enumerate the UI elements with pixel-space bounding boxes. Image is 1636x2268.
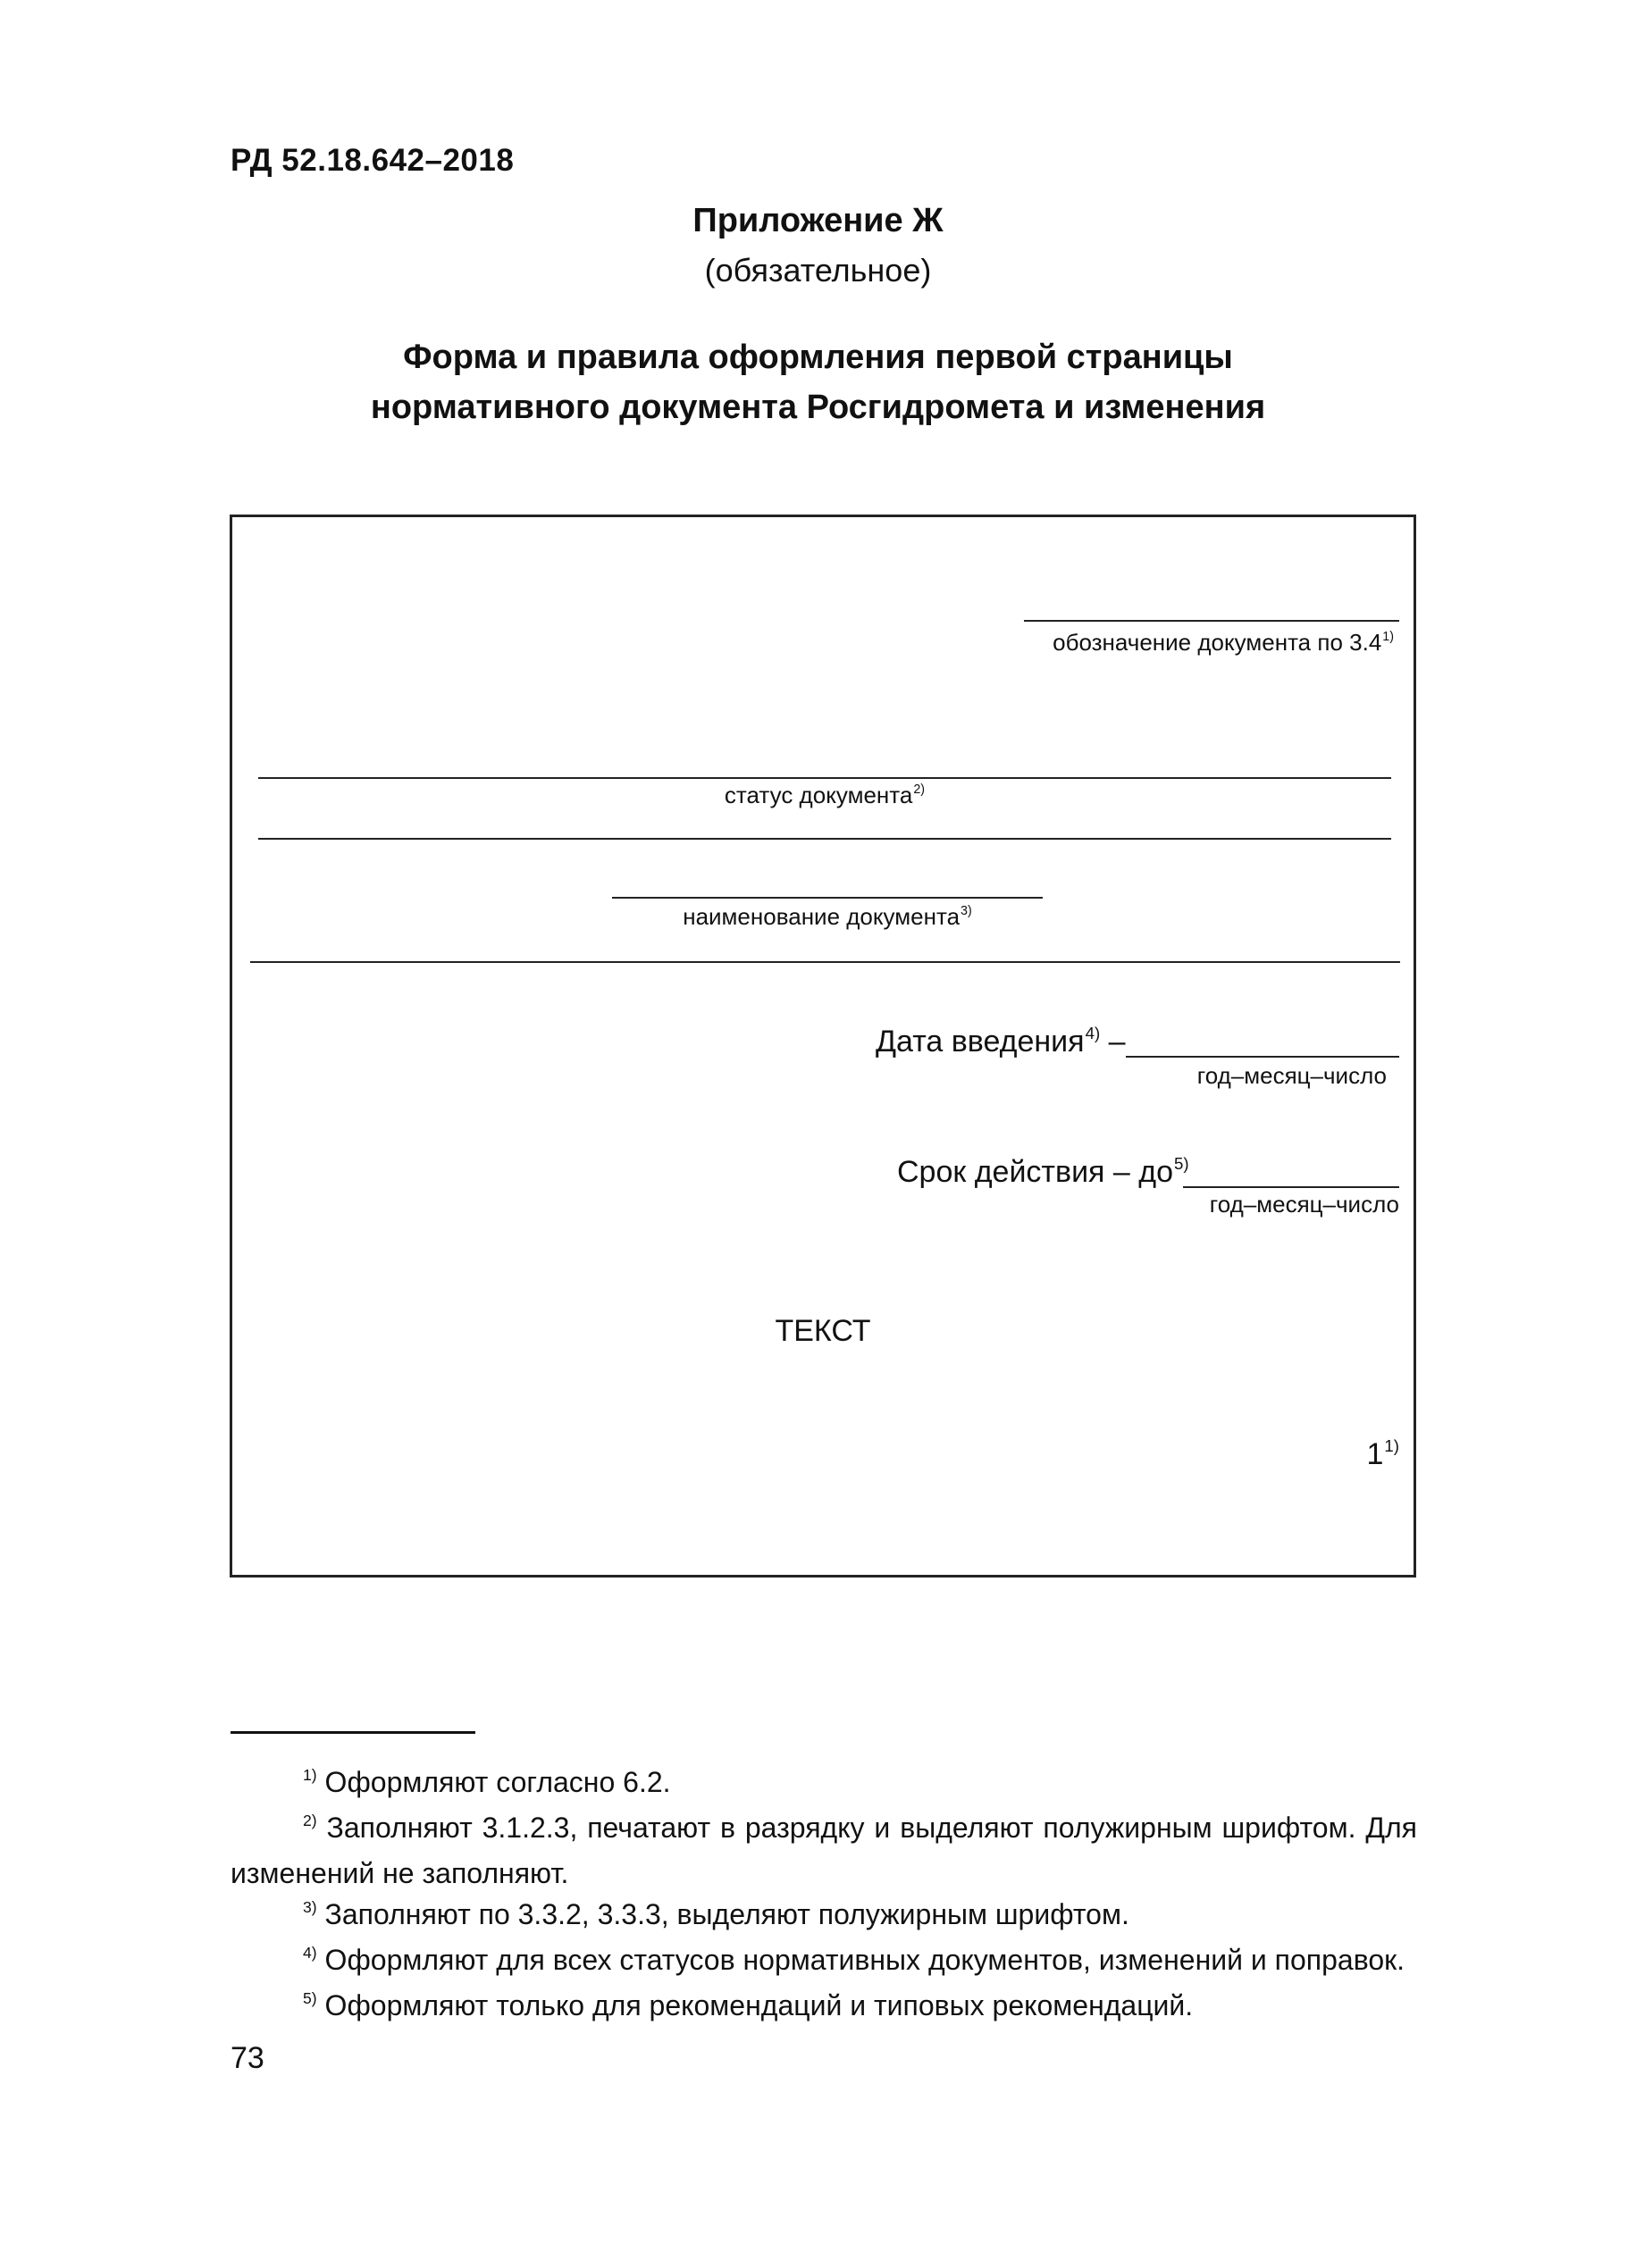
intro-date-label: Дата введения xyxy=(876,1025,1085,1059)
validity-format: год–месяц–число xyxy=(1209,1191,1399,1218)
form-page-number-footnote-mark: 1) xyxy=(1384,1435,1399,1455)
designation-label: обозначение документа по 3.4 xyxy=(1053,629,1382,656)
footnote-text: Заполняют по 3.3.2, 3.3.3, выделяют полужирным шрифтом. xyxy=(324,1898,1129,1930)
document-code: РД 52.18.642–2018 xyxy=(231,143,515,178)
footnote-text: Заполняют 3.1.2.3, печатают в разрядку и выделяют полужирным шрифтом. Для изменений не заполняют. xyxy=(231,1812,1418,1889)
footnote-4 xyxy=(231,1939,1417,1985)
footnote-mark: 4) xyxy=(303,1943,317,1962)
footnote-1 xyxy=(231,1762,1417,1807)
intro-date-dash: – xyxy=(1108,1025,1126,1059)
intro-date-row xyxy=(876,1025,1349,1059)
designation-line xyxy=(1024,620,1399,622)
footnote-5 xyxy=(231,1985,1417,2030)
footnote-3 xyxy=(231,1894,1417,1939)
footnote-2 xyxy=(231,1807,1417,1894)
validity-line xyxy=(1183,1186,1399,1188)
intro-date-format: год–месяц–число xyxy=(1196,1062,1387,1089)
appendix-subtitle: (обязательное) xyxy=(704,252,932,289)
appendix-heading-line-2: нормативного документа Росгидромета и изменения xyxy=(370,389,1266,426)
name-line xyxy=(612,897,1043,899)
status-caption xyxy=(258,782,1391,809)
first-page-form-frame xyxy=(230,515,1416,1578)
status-label: статус документа xyxy=(724,782,913,808)
intro-date-line xyxy=(1126,1056,1399,1058)
form-page-number xyxy=(1305,1437,1399,1472)
footnote-separator xyxy=(231,1731,475,1734)
validity-label: Срок действия – до xyxy=(897,1155,1174,1189)
status-line-top xyxy=(258,777,1391,779)
footnote-mark: 3) xyxy=(303,1897,317,1916)
body-placeholder: ТЕКСТ xyxy=(775,1314,871,1348)
intro-date-footnote-mark: 4) xyxy=(1085,1023,1101,1042)
footnote-text: Оформляют для всех статусов нормативных документов, изменений и поправок. xyxy=(324,1944,1405,1976)
footnote-text: Оформляют согласно 6.2. xyxy=(324,1766,671,1798)
validity-footnote-mark: 5) xyxy=(1174,1153,1189,1173)
appendix-heading-line-1: Форма и правила оформления первой страницы xyxy=(403,339,1233,376)
footnote-text: Оформляют только для рекомендаций и типовых рекомендаций. xyxy=(324,1989,1194,2021)
designation-caption xyxy=(1019,629,1394,657)
appendix-title: Приложение Ж xyxy=(692,202,944,239)
form-page-number-value: 1 xyxy=(1366,1437,1384,1471)
validity-row xyxy=(897,1155,1201,1190)
appendix-heading xyxy=(0,332,1636,432)
designation-footnote-mark: 1) xyxy=(1382,630,1394,645)
footnote-mark: 5) xyxy=(303,1988,317,2007)
status-footnote-mark: 2) xyxy=(913,783,926,798)
name-label: наименование документа xyxy=(683,903,961,930)
footnotes xyxy=(231,1762,1417,2030)
page-number: 73 xyxy=(231,2041,264,2075)
footnote-mark: 1) xyxy=(303,1765,317,1784)
name-caption xyxy=(500,903,1154,931)
name-footnote-mark: 3) xyxy=(961,904,972,919)
status-line-bottom xyxy=(258,838,1391,840)
footnote-mark: 2) xyxy=(303,1811,317,1829)
separator-line xyxy=(250,961,1400,963)
